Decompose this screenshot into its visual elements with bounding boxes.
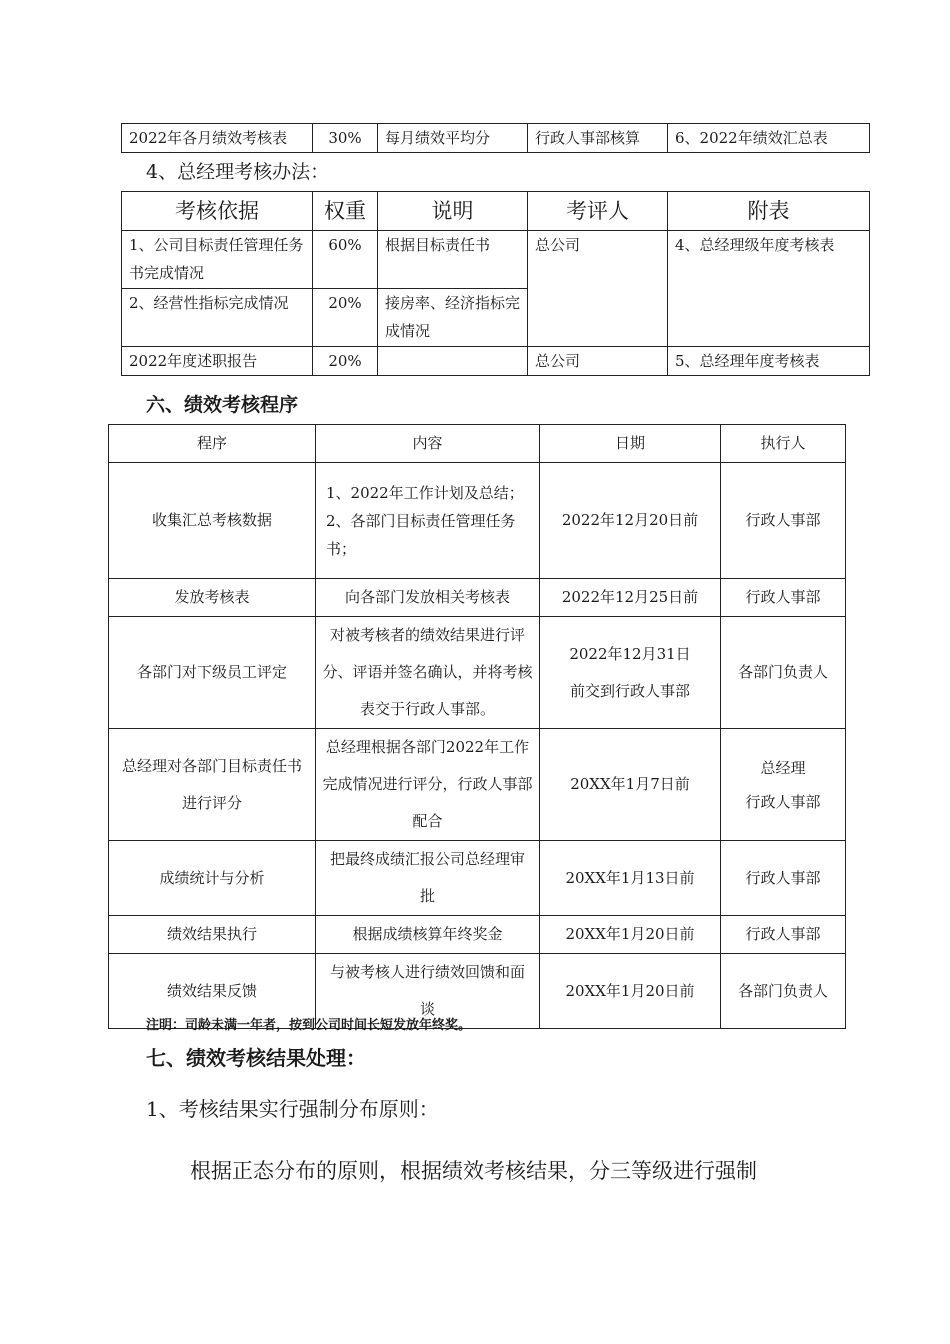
table-cell: 收集汇总考核数据 [109,463,316,579]
column-header: 程序 [109,425,316,463]
table-cell [721,729,846,841]
table-cell: 与被考核人进行绩效回馈和面谈 [316,954,540,1029]
table-cell: 20% [313,289,378,347]
table-row [122,347,870,376]
table-cell: 20XX年1月20日前 [540,916,721,954]
table-row [109,916,846,954]
table-row [109,579,846,617]
section-heading: 七、绩效考核结果处理： [146,1046,366,1070]
table-row [109,841,846,916]
column-header: 考核依据 [122,192,313,231]
table-cell: 20XX年1月20日前 [540,954,721,1029]
table-cell: 总公司 [528,347,668,376]
gm-assessment-table [121,191,870,376]
table-cell: 接房率、经济指标完成情况 [378,289,528,347]
table-cell: 总经理根据各部门2022年工作完成情况进行评分，行政人事部配合 [316,729,540,841]
table-cell: 20% [313,347,378,376]
table-cell: 2022年12月25日前 [540,579,721,617]
table-cell: 2、经营性指标完成情况 [122,289,313,347]
column-header: 说明 [378,192,528,231]
table-cell: 绩效结果反馈 [109,954,316,1029]
executor-line: 行政人事部 [745,792,821,811]
table-cell: 2022年各月绩效考核表 [122,124,313,153]
section-heading: 六、绩效考核程序 [146,394,299,416]
table-cell: 6、2022年绩效汇总表 [668,124,870,153]
table-cell: 行政人事部核算 [528,124,668,153]
table-cell: 行政人事部 [721,916,846,954]
column-header: 附表 [668,192,870,231]
table-cell: 发放考核表 [109,579,316,617]
table-cell: 各部门负责人 [721,617,846,729]
table-cell: 2022年12月31日前交到行政人事部 [540,617,721,729]
executor-line: 总经理 [760,758,806,777]
table-cell: 对被考核者的绩效结果进行评分、评语并签名确认，并将考核表交于行政人事部。 [316,617,540,729]
column-header: 执行人 [721,425,846,463]
footnote: 注明：司龄未满一年者，按到公司时间长短发放年终奖。 [146,1018,472,1033]
table-cell: 1、公司目标责任管理任务书完成情况 [122,231,313,289]
table-cell: 成绩统计与分析 [109,841,316,916]
table-row [122,124,870,153]
table-cell: 行政人事部 [721,463,846,579]
procedure-table [108,424,846,1029]
section-heading: 4、总经理考核办法： [146,161,330,183]
table-cell: 2022年度述职报告 [122,347,313,376]
table-cell: 4、总经理级年度考核表 [668,231,870,347]
table-cell: 绩效结果执行 [109,916,316,954]
table-cell: 2022年12月20日前 [540,463,721,579]
table-cell: 总经理对各部门目标责任书进行评分 [109,729,316,841]
table-cell: 各部门负责人 [721,954,846,1029]
column-header: 日期 [540,425,721,463]
body-paragraph: 根据正态分布的原则，根据绩效考核结果，分三等级进行强制 [190,1159,757,1183]
column-header: 权重 [313,192,378,231]
table-cell: 总公司 [528,231,668,347]
table-row [109,729,846,841]
table-row [109,463,846,579]
table-cell: 20XX年1月13日前 [540,841,721,916]
table-cell: 20XX年1月7日前 [540,729,721,841]
table-cell: 行政人事部 [721,579,846,617]
table-cell: 每月绩效平均分 [378,124,528,153]
table-cell: 把最终成绩汇报公司总经理审批 [316,841,540,916]
table-cell: 根据成绩核算年终奖金 [316,916,540,954]
table-cell: 向各部门发放相关考核表 [316,579,540,617]
table-header-row [122,192,870,231]
column-header: 内容 [316,425,540,463]
table-row [122,231,870,289]
table-cell: 60% [313,231,378,289]
table-cell: 各部门对下级员工评定 [109,617,316,729]
table-cell [378,347,528,376]
summary-table [121,123,870,153]
table-row [109,617,846,729]
table-cell: 行政人事部 [721,841,846,916]
table-cell: 5、总经理年度考核表 [668,347,870,376]
table-cell: 根据目标责任书 [378,231,528,289]
subsection-heading: 1、考核结果实行强制分布原则： [146,1097,439,1121]
table-cell: 30% [313,124,378,153]
column-header: 考评人 [528,192,668,231]
table-cell: 1、2022年工作计划及总结；2、各部门目标责任管理任务书； [316,463,540,579]
table-header-row [109,425,846,463]
